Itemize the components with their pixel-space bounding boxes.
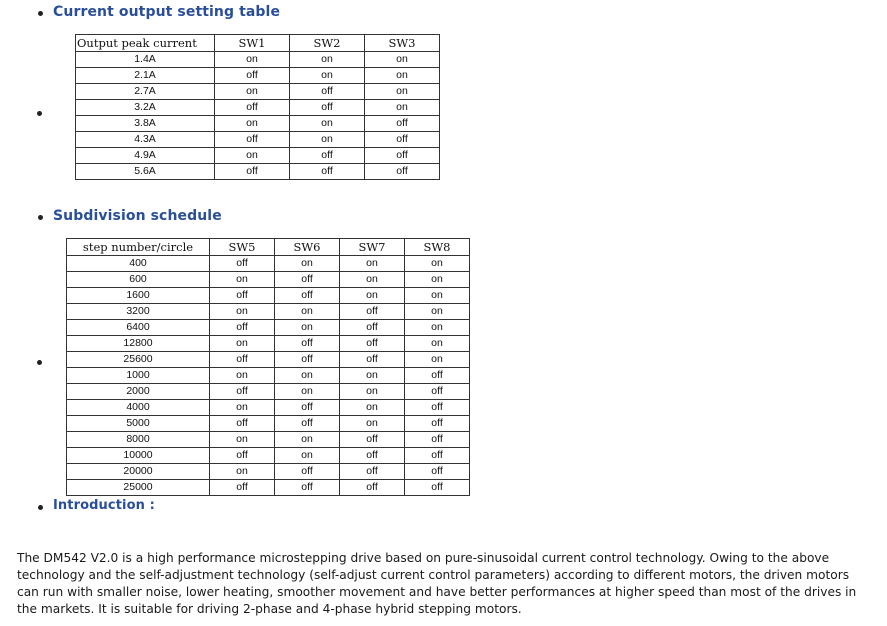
row-label-cell: 6400 xyxy=(67,320,210,336)
table-row xyxy=(76,68,440,84)
table-row xyxy=(76,132,440,148)
header-sw5: SW5 xyxy=(210,239,275,256)
switch-state-cell: off xyxy=(210,480,275,496)
row-label-cell: 25600 xyxy=(67,352,210,368)
switch-state-cell: off xyxy=(340,320,405,336)
switch-state-cell: off xyxy=(275,352,340,368)
switch-state-cell: on xyxy=(210,336,275,352)
switch-state-cell: on xyxy=(290,116,365,132)
row-label-cell: 20000 xyxy=(67,464,210,480)
row-label-cell: 1.4A xyxy=(76,52,215,68)
table-row xyxy=(76,84,440,100)
current-output-table xyxy=(75,34,440,180)
row-label-cell: 10000 xyxy=(67,448,210,464)
switch-state-cell: off xyxy=(340,432,405,448)
header-step-number: step number/circle xyxy=(67,239,210,256)
table-row xyxy=(67,320,470,336)
table-row xyxy=(67,448,470,464)
switch-state-cell: on xyxy=(340,384,405,400)
switch-state-cell: off xyxy=(405,416,470,432)
row-label-cell: 1600 xyxy=(67,288,210,304)
switch-state-cell: on xyxy=(215,148,290,164)
switch-state-cell: on xyxy=(210,368,275,384)
switch-state-cell: on xyxy=(405,352,470,368)
table-row xyxy=(67,256,470,272)
row-label-cell: 8000 xyxy=(67,432,210,448)
switch-state-cell: off xyxy=(405,464,470,480)
switch-state-cell: off xyxy=(290,100,365,116)
header-sw8: SW8 xyxy=(405,239,470,256)
switch-state-cell: off xyxy=(210,288,275,304)
switch-state-cell: on xyxy=(275,256,340,272)
bullet-dot xyxy=(37,360,42,365)
switch-state-cell: on xyxy=(365,68,440,84)
table-row xyxy=(76,164,440,180)
current-setting-heading: Current output setting table xyxy=(53,4,281,20)
switch-state-cell: off xyxy=(275,400,340,416)
row-label-cell: 4.3A xyxy=(76,132,215,148)
switch-state-cell: off xyxy=(405,448,470,464)
switch-state-cell: off xyxy=(215,100,290,116)
switch-state-cell: on xyxy=(290,68,365,84)
switch-state-cell: off xyxy=(215,68,290,84)
switch-state-cell: off xyxy=(275,272,340,288)
row-label-cell: 12800 xyxy=(67,336,210,352)
table-row xyxy=(76,148,440,164)
table-row xyxy=(67,432,470,448)
switch-state-cell: on xyxy=(210,272,275,288)
switch-state-cell: on xyxy=(275,320,340,336)
switch-state-cell: on xyxy=(405,336,470,352)
switch-state-cell: off xyxy=(290,148,365,164)
bullet-dot xyxy=(38,505,43,510)
table-row xyxy=(67,464,470,480)
switch-state-cell: off xyxy=(365,116,440,132)
header-sw1: SW1 xyxy=(215,35,290,52)
switch-state-cell: off xyxy=(340,304,405,320)
switch-state-cell: on xyxy=(210,464,275,480)
row-label-cell: 1000 xyxy=(67,368,210,384)
switch-state-cell: on xyxy=(340,288,405,304)
table-row xyxy=(67,384,470,400)
header-sw6: SW6 xyxy=(275,239,340,256)
row-label-cell: 600 xyxy=(67,272,210,288)
table-row xyxy=(67,288,470,304)
switch-state-cell: off xyxy=(290,164,365,180)
row-label-cell: 5.6A xyxy=(76,164,215,180)
table-row xyxy=(67,416,470,432)
switch-state-cell: on xyxy=(405,272,470,288)
switch-state-cell: on xyxy=(275,448,340,464)
switch-state-cell: off xyxy=(340,352,405,368)
switch-state-cell: on xyxy=(290,132,365,148)
table-row xyxy=(67,400,470,416)
table-row xyxy=(76,100,440,116)
row-label-cell: 3200 xyxy=(67,304,210,320)
table-row xyxy=(67,272,470,288)
switch-state-cell: off xyxy=(365,132,440,148)
switch-state-cell: off xyxy=(275,416,340,432)
table-header-row xyxy=(67,239,470,256)
switch-state-cell: on xyxy=(405,256,470,272)
switch-state-cell: on xyxy=(365,52,440,68)
table-row xyxy=(67,480,470,496)
switch-state-cell: off xyxy=(275,336,340,352)
switch-state-cell: off xyxy=(210,384,275,400)
switch-state-cell: off xyxy=(210,256,275,272)
switch-state-cell: off xyxy=(210,448,275,464)
switch-state-cell: off xyxy=(210,416,275,432)
bullet-dot xyxy=(38,11,43,16)
switch-state-cell: off xyxy=(340,336,405,352)
switch-state-cell: on xyxy=(210,304,275,320)
switch-state-cell: off xyxy=(405,384,470,400)
switch-state-cell: off xyxy=(290,84,365,100)
row-label-cell: 4.9A xyxy=(76,148,215,164)
table-row xyxy=(76,52,440,68)
switch-state-cell: on xyxy=(210,432,275,448)
header-sw7: SW7 xyxy=(340,239,405,256)
switch-state-cell: off xyxy=(405,480,470,496)
switch-state-cell: off xyxy=(405,400,470,416)
switch-state-cell: off xyxy=(365,148,440,164)
switch-state-cell: off xyxy=(275,464,340,480)
row-label-cell: 25000 xyxy=(67,480,210,496)
subdivision-table xyxy=(66,238,470,496)
switch-state-cell: on xyxy=(275,384,340,400)
switch-state-cell: off xyxy=(340,480,405,496)
switch-state-cell: on xyxy=(340,400,405,416)
row-label-cell: 2.7A xyxy=(76,84,215,100)
switch-state-cell: on xyxy=(340,272,405,288)
switch-state-cell: off xyxy=(275,288,340,304)
row-label-cell: 5000 xyxy=(67,416,210,432)
switch-state-cell: off xyxy=(215,132,290,148)
switch-state-cell: off xyxy=(210,320,275,336)
introduction-heading: Introduction : xyxy=(53,498,155,513)
switch-state-cell: on xyxy=(340,368,405,384)
introduction-paragraph: The DM542 V2.0 is a high performance microstepping drive based on pure-sinusoidal current control technology. Owing to the above technology and the self-adjustment technology (self-adjust current control parameters) according to different motors, the driven motors can run with smaller noise, lower heating, smoother movement and have better performances at higher speed than most of the drives in the markets. It is suitable for driving 2-phase and 4-phase hybrid stepping motors. xyxy=(17,551,857,616)
switch-state-cell: on xyxy=(405,320,470,336)
switch-state-cell: on xyxy=(340,416,405,432)
header-output-peak-current: Output peak current xyxy=(76,35,215,52)
row-label-cell: 3.8A xyxy=(76,116,215,132)
switch-state-cell: off xyxy=(365,164,440,180)
header-sw2: SW2 xyxy=(290,35,365,52)
header-sw3: SW3 xyxy=(365,35,440,52)
switch-state-cell: on xyxy=(405,288,470,304)
row-label-cell: 2000 xyxy=(67,384,210,400)
table-row xyxy=(67,368,470,384)
table-row xyxy=(67,304,470,320)
switch-state-cell: off xyxy=(275,480,340,496)
switch-state-cell: on xyxy=(290,52,365,68)
switch-state-cell: on xyxy=(215,52,290,68)
table-header-row xyxy=(76,35,440,52)
switch-state-cell: off xyxy=(215,164,290,180)
switch-state-cell: off xyxy=(405,368,470,384)
switch-state-cell: off xyxy=(405,432,470,448)
switch-state-cell: on xyxy=(365,100,440,116)
bullet-dot xyxy=(38,215,43,220)
switch-state-cell: on xyxy=(405,304,470,320)
row-label-cell: 400 xyxy=(67,256,210,272)
switch-state-cell: on xyxy=(365,84,440,100)
current-table-body xyxy=(76,52,440,180)
subdivision-table-body xyxy=(67,256,470,496)
bullet-dot xyxy=(37,111,42,116)
switch-state-cell: off xyxy=(210,352,275,368)
switch-state-cell: on xyxy=(215,84,290,100)
subdivision-heading: Subdivision schedule xyxy=(53,208,222,224)
switch-state-cell: on xyxy=(210,400,275,416)
table-row xyxy=(67,336,470,352)
row-label-cell: 3.2A xyxy=(76,100,215,116)
switch-state-cell: on xyxy=(275,368,340,384)
switch-state-cell: off xyxy=(340,464,405,480)
row-label-cell: 2.1A xyxy=(76,68,215,84)
switch-state-cell: on xyxy=(340,256,405,272)
switch-state-cell: on xyxy=(275,432,340,448)
switch-state-cell: off xyxy=(340,448,405,464)
switch-state-cell: on xyxy=(275,304,340,320)
switch-state-cell: on xyxy=(215,116,290,132)
table-row xyxy=(76,116,440,132)
table-row xyxy=(67,352,470,368)
row-label-cell: 4000 xyxy=(67,400,210,416)
